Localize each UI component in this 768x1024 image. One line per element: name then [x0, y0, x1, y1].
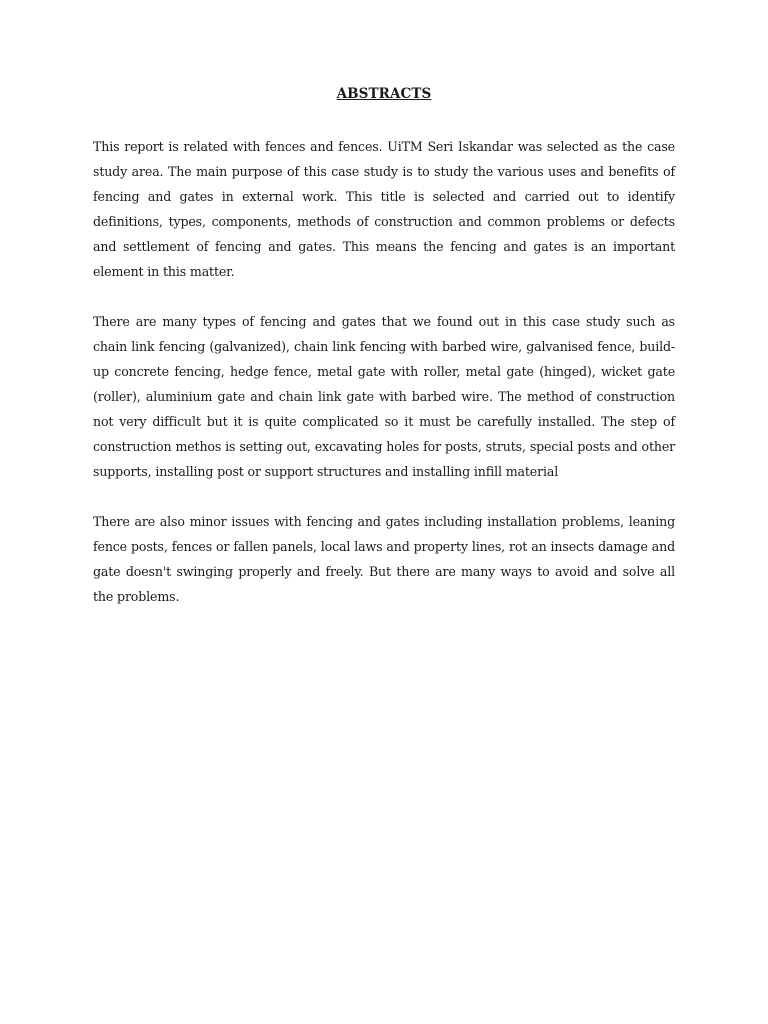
paragraph-3: There are also minor issues with fencing and gates including installation problems, leaning fence posts, fences or fallen panels, local laws and property lines, rot an insects damage and gate doesn't swinging properly and freely. But there are many ways to avoid and solve all the problems.	[93, 514, 675, 604]
document-body	[93, 134, 675, 634]
document-title: ABSTRACTS	[336, 86, 432, 102]
paragraph-2: There are many types of fencing and gates that we found out in this case study such as chain link fencing (galvanized), chain link fencing with barbed wire, galvanised fence, build-up concrete fencing, hedge fence, metal gate with roller, metal gate (hinged), wicket gate (roller), aluminium gate and chain link gate with barbed wire. The method of construction not very difficult but it is quite complicated so it must be carefully installed. The step of construction methos is setting out, excavating holes for posts, struts, special posts and other supports, installing post or support structures and installing infill material	[93, 314, 675, 479]
paragraph-1: This report is related with fences and fences. UiTM Seri Iskandar was selected as the case study area. The main purpose of this case study is to study the various uses and benefits of fencing and gates in external work. This title is selected and carried out to identify definitions, types, components, methods of construction and common problems or defects and settlement of fencing and gates. This means the fencing and gates is an important element in this matter.	[93, 139, 675, 279]
